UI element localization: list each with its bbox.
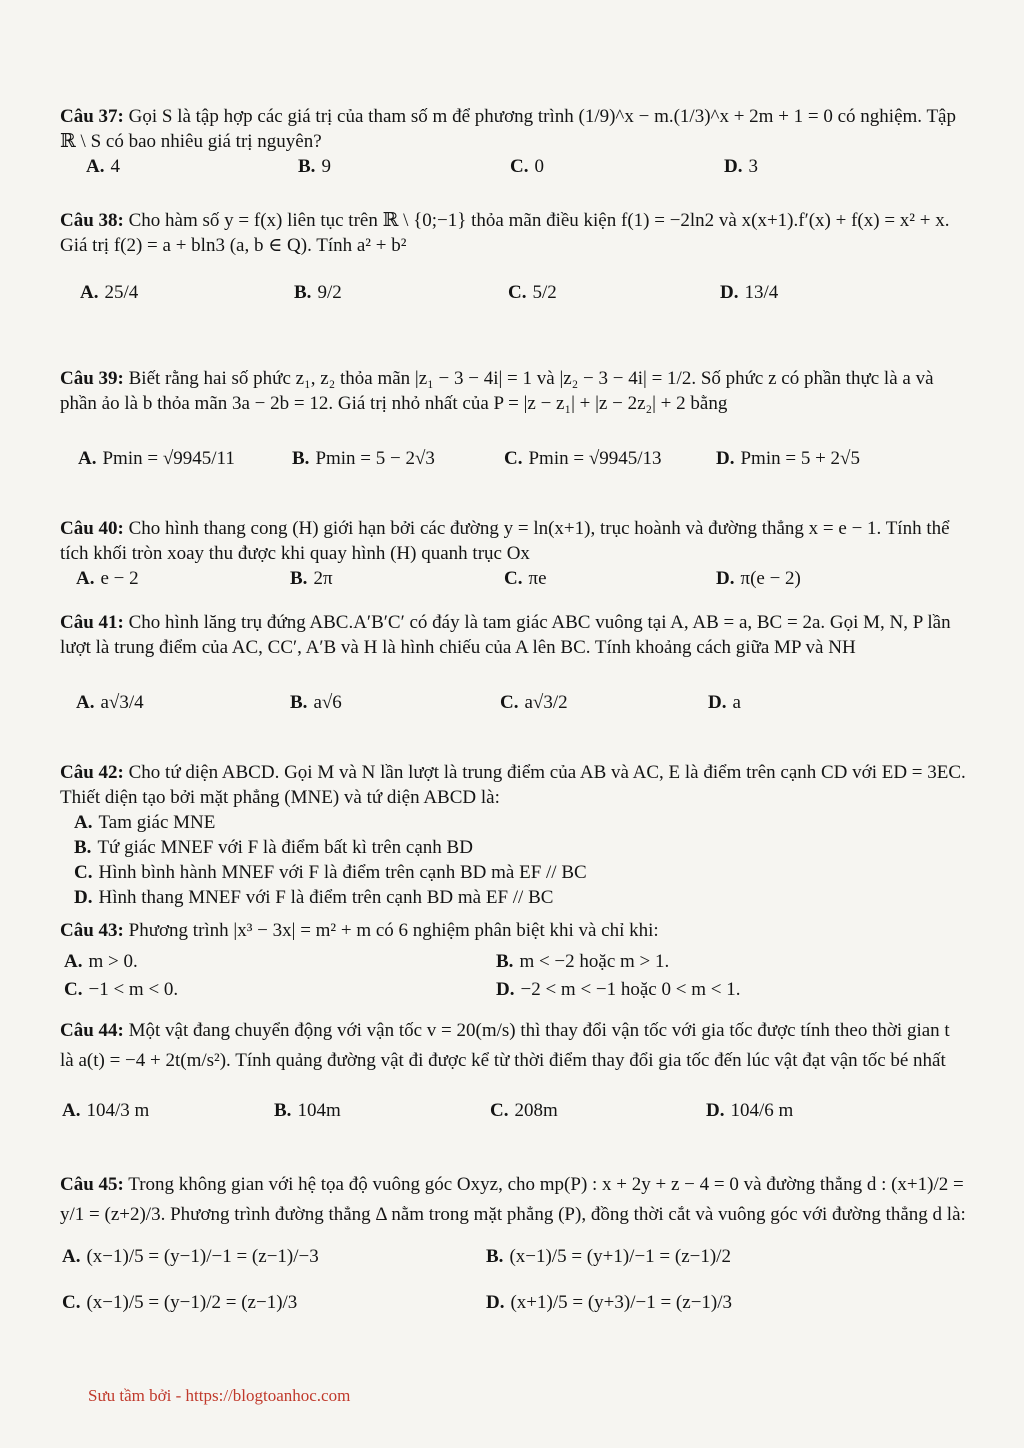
options-row xyxy=(60,446,966,482)
option-a[interactable]: A. m > 0. xyxy=(64,951,138,972)
option-c[interactable]: C. 5/2 xyxy=(508,282,557,303)
question-label: Câu 42: xyxy=(60,762,124,783)
option-c[interactable]: C. πe xyxy=(504,568,547,589)
question-label: Câu 44: xyxy=(60,1020,124,1041)
question-stem: Câu 43: Phương trình |x³ − 3x| = m² + m có 6 nghiệm phân biệt khi và chỉ khi: xyxy=(60,920,659,941)
option-d[interactable]: D. a xyxy=(708,692,741,713)
option-b[interactable]: B. (x−1)/5 = (y+1)/−1 = (z−1)/2 xyxy=(486,1246,731,1267)
option-d[interactable]: D. (x+1)/5 = (y+3)/−1 = (z−1)/3 xyxy=(486,1292,733,1313)
options-row xyxy=(60,690,966,726)
question-stem: Câu 42: Cho tứ diện ABCD. Gọi M và N lần lượt là trung điểm của AB và AC, E là điểm trên cạnh CD với ED = 3EC. Thiết diện tạo bởi mặt phẳng (MNE) và tứ diện ABCD là: xyxy=(60,762,966,808)
question-label: Câu 41: xyxy=(60,612,124,633)
option-d[interactable]: D. 13/4 xyxy=(720,282,779,303)
question-44 xyxy=(60,1016,966,1134)
option-c[interactable]: C. Pmin = √9945/13 xyxy=(504,448,662,469)
options-row xyxy=(60,280,966,316)
options-row xyxy=(60,1098,966,1134)
option-c[interactable]: C. (x−1)/5 = (y−1)/2 = (z−1)/3 xyxy=(62,1292,298,1313)
question-45 xyxy=(60,1170,966,1336)
options-row xyxy=(60,1244,966,1290)
question-label: Câu 43: xyxy=(60,920,124,941)
question-40 xyxy=(60,516,966,602)
option-b[interactable]: B. a√6 xyxy=(290,692,342,713)
option-a[interactable]: A. 25/4 xyxy=(80,282,139,303)
question-stem: Câu 45: Trong không gian với hệ tọa độ vuông góc Oxyz, cho mp(P) : x + 2y + z − 4 = 0 và đường thẳng d : (x+1)/2 = y/1 = (z+2)/3. Phương trình đường thẳng Δ nằm trong mặt phẳng (P), đồng thời cắt và vuông góc với đường thẳng d là: xyxy=(60,1174,966,1225)
question-42 xyxy=(60,760,966,910)
question-label: Câu 45: xyxy=(60,1174,124,1195)
option-d[interactable]: D. Hình thang MNEF với F là điểm trên cạnh BD mà EF // BC xyxy=(74,887,554,908)
question-43 xyxy=(60,918,966,1005)
option-c[interactable]: C. Hình bình hành MNEF với F là điểm trên cạnh BD mà EF // BC xyxy=(74,862,587,883)
question-label: Câu 37: xyxy=(60,106,124,127)
options-row xyxy=(60,977,966,1005)
question-stem: Câu 39: Biết rằng hai số phức z₁, z₂ thỏa mãn |z₁ − 3 − 4i| = 1 và |z₂ − 3 − 4i| = 1/2. Số phức z có phần thực là a và phần ảo là b thỏa mãn 3a − 2b = 12. Giá trị nhỏ nhất của P = |z − z₁| + |z − 2z₂| + 2 bằng xyxy=(60,368,934,414)
option-b[interactable]: B. 9/2 xyxy=(294,282,342,303)
options-row xyxy=(60,949,966,977)
options-list xyxy=(60,810,966,910)
question-37 xyxy=(60,104,966,190)
option-b[interactable]: B. 2π xyxy=(290,568,333,589)
question-41 xyxy=(60,610,966,726)
option-c[interactable]: C. a√3/2 xyxy=(500,692,568,713)
question-label: Câu 38: xyxy=(60,210,124,231)
option-b[interactable]: B. 104m xyxy=(274,1100,341,1121)
option-a[interactable]: A. 4 xyxy=(86,156,120,177)
question-stem: Câu 41: Cho hình lăng trụ đứng ABC.A′B′C′ có đáy là tam giác ABC vuông tại A, AB = a, BC = 2a. Gọi M, N, P lần lượt là trung điểm của AC, CC′, A′B và H là hình chiếu của A lên BC. Tính khoảng cách giữa MP và NH xyxy=(60,612,951,658)
question-stem: Câu 40: Cho hình thang cong (H) giới hạn bởi các đường y = ln(x+1), trục hoành và đường thẳng x = e − 1. Tính thể tích khối tròn xoay thu được khi quay hình (H) quanh trục Ox xyxy=(60,518,950,564)
question-stem: Câu 38: Cho hàm số y = f(x) liên tục trên ℝ \ {0;−1} thỏa mãn điều kiện f(1) = −2ln2 và x(x+1).f′(x) + f(x) = x² + x. Giá trị f(2) = a + bln3 (a, b ∈ Q). Tính a² + b² xyxy=(60,210,950,256)
option-c[interactable]: C. −1 < m < 0. xyxy=(64,979,179,1000)
option-d[interactable]: D. π(e − 2) xyxy=(716,568,801,589)
options-row xyxy=(60,154,966,190)
option-d[interactable]: D. Pmin = 5 + 2√5 xyxy=(716,448,860,469)
question-stem: Câu 37: Gọi S là tập hợp các giá trị của tham số m để phương trình (1/9)^x − m.(1/3)^x + 2m + 1 = 0 có nghiệm. Tập ℝ \ S có bao nhiêu giá trị nguyên? xyxy=(60,106,956,152)
option-a[interactable]: A. a√3/4 xyxy=(76,692,144,713)
question-38 xyxy=(60,208,966,316)
option-a[interactable]: A. 104/3 m xyxy=(62,1100,150,1121)
question-stem: Câu 44: Một vật đang chuyển động với vận tốc v = 20(m/s) thì thay đổi vận tốc với gia tốc được tính theo thời gian t là a(t) = −4 + 2t(m/s²). Tính quảng đường vật đi được kể từ thời điểm thay đổi gia tốc đến lúc vật đạt vận tốc bé nhất xyxy=(60,1020,950,1071)
option-d[interactable]: D. 3 xyxy=(724,156,758,177)
question-39 xyxy=(60,366,966,482)
options-row xyxy=(60,566,966,602)
option-a[interactable]: A. Pmin = √9945/11 xyxy=(78,448,235,469)
option-c[interactable]: C. 0 xyxy=(510,156,544,177)
question-label: Câu 39: xyxy=(60,368,124,389)
option-a[interactable]: A. e − 2 xyxy=(76,568,139,589)
option-a[interactable]: A. (x−1)/5 = (y−1)/−1 = (z−1)/−3 xyxy=(62,1246,319,1267)
footer-source-link[interactable]: Sưu tầm bởi - https://blogtoanhoc.com xyxy=(88,1386,351,1405)
options-row xyxy=(60,1290,966,1336)
option-b[interactable]: B. m < −2 hoặc m > 1. xyxy=(496,951,670,972)
option-a[interactable]: A. Tam giác MNE xyxy=(74,812,216,833)
option-d[interactable]: D. −2 < m < −1 hoặc 0 < m < 1. xyxy=(496,979,741,1000)
option-b[interactable]: B. 9 xyxy=(298,156,331,177)
option-d[interactable]: D. 104/6 m xyxy=(706,1100,794,1121)
option-c[interactable]: C. 208m xyxy=(490,1100,558,1121)
option-b[interactable]: B. Pmin = 5 − 2√3 xyxy=(292,448,435,469)
question-label: Câu 40: xyxy=(60,518,124,539)
option-b[interactable]: B. Tứ giác MNEF với F là điểm bất kì trên cạnh BD xyxy=(74,837,473,858)
